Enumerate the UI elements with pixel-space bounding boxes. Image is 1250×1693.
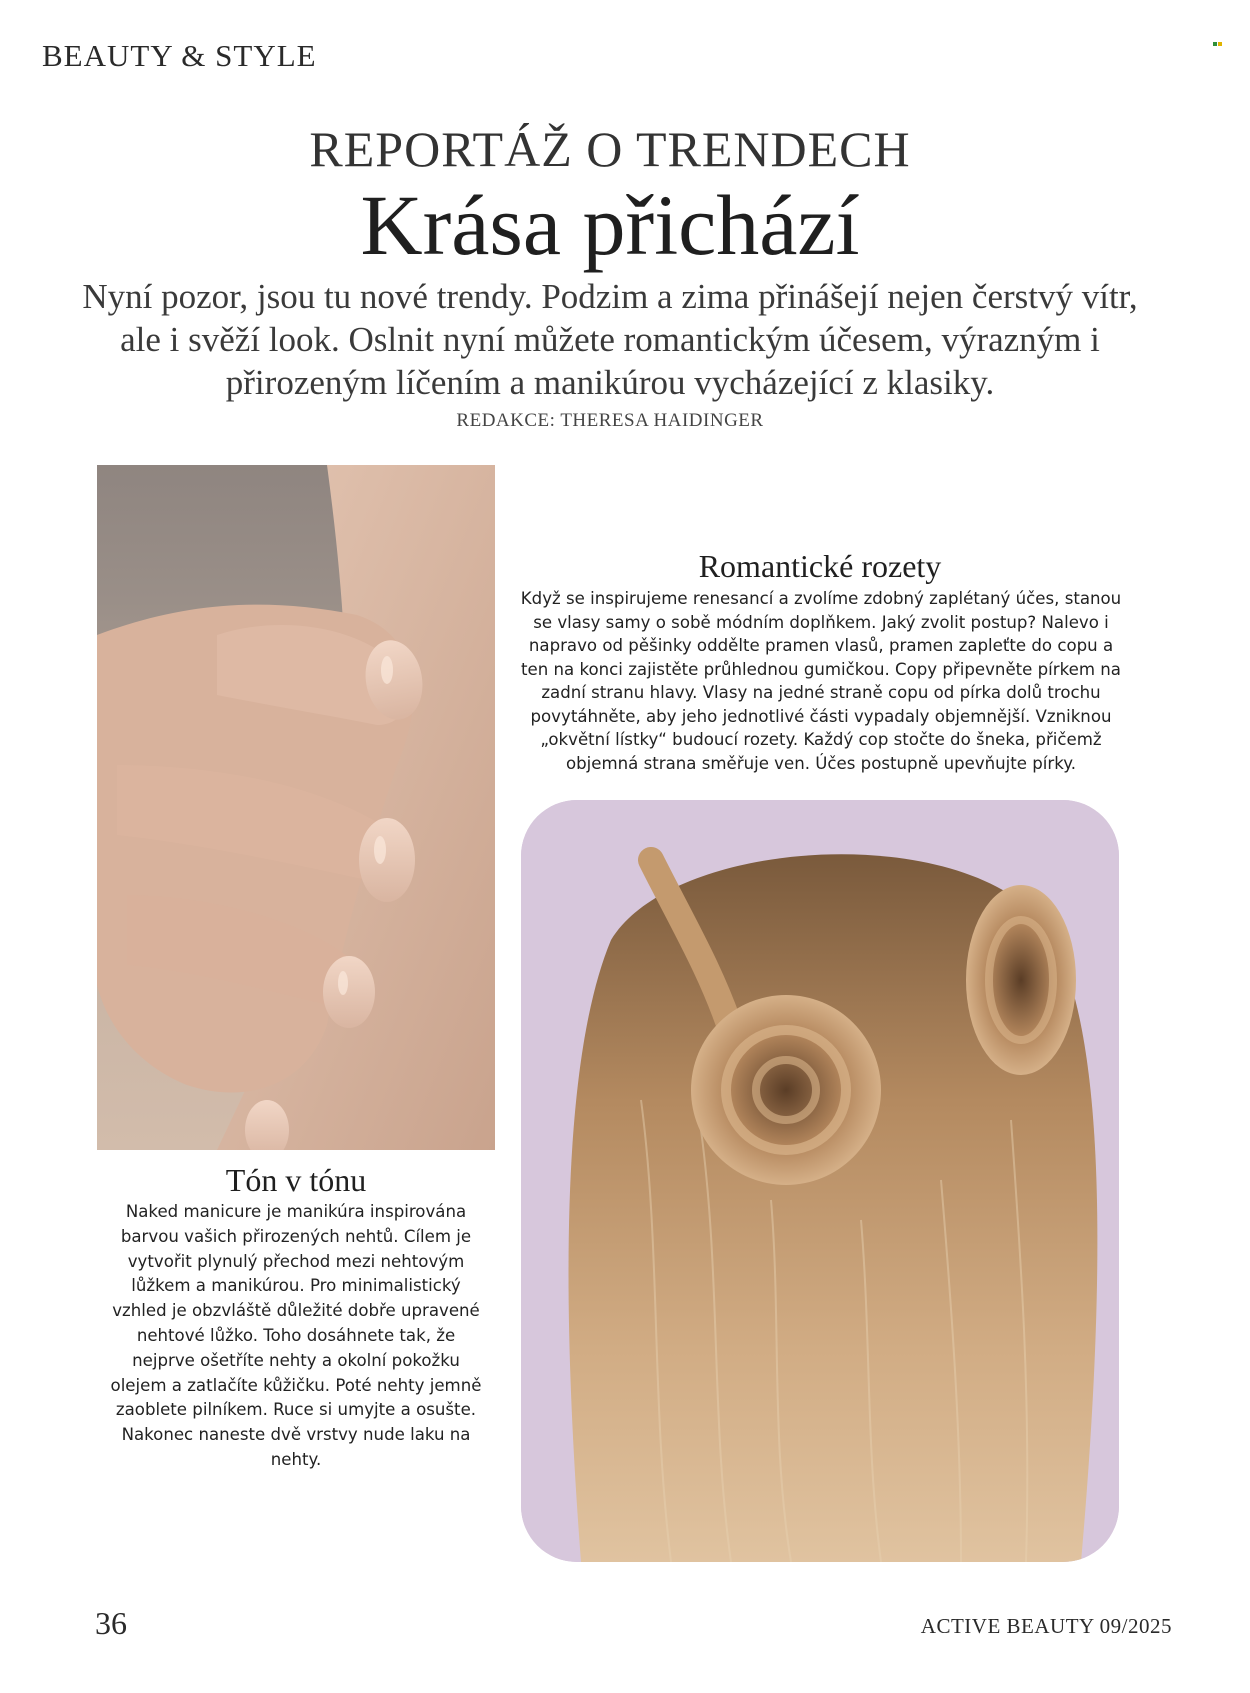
section-label: BEAUTY & STYLE [42,38,317,73]
magazine-issue: ACTIVE BEAUTY 09/2025 [920,1614,1172,1638]
article-title-ton-v-tonu: Tón v tónu [225,1162,367,1198]
feature-byline: REDAKCE: THERESA HAIDINGER [456,410,764,431]
feature-headline: Krása přichází [360,177,860,273]
page-number: 36 [95,1605,127,1641]
article-title-rozety: Romantické rozety [698,548,942,584]
feature-kicker: REPORTÁŽ O TRENDECH [309,121,911,177]
hair-photo [521,800,1119,1562]
article-body-ton-v-tonu: Naked manicure je manikúra inspirována barvou vašich přirozených nehtů. Cílem je vytvořit plynulý přechod mezi nehtovým lůžkem a manikúrou. Pro minimalistický vzhled je obzvláště důležité dobře upravené nehtové lůžko. Toho dosáhnete tak, že nejprve ošetříte nehty a okolní pokožku olejem a zatlačíte kůžičku. Poté nehty jemně zaoblete pilníkem. Ruce si umyjte a osušte. Nakonec naneste dvě vrstvy nude laku na nehty. [110,1202,482,1469]
feature-standfirst: Nyní pozor, jsou tu nové trendy. Podzim a zima přinášejí nejen čerstvý vítr, ale i svěží look. Oslnit nyní můžete romantickým účesem, výrazným i přirozeným líčením a manikúrou vycházející z klasiky. [82,277,1138,402]
nails-photo [97,465,495,1150]
corner-color-mark [1213,33,1223,39]
article-body-rozety: Když se inspirujeme renesancí a zvolíme zdobný zaplétaný účes, stanou se vlasy samy o sobě módním doplňkem. Jaký zvolit postup? Nalevo i napravo od pěšinky oddělte pramen vlasů, pramen zapleťte do copu a ten na konci zajistěte průhlednou gumičkou. Copy připevněte pírkem na zadní stranu hlavy. Vlasy na jedné straně copu od pírka dolů trochu povytáhněte, aby jeho jednotlivé části vypadaly objemnější. Vzniknou „okvětní lístky“ budoucí rozety. Každý cop stočte do šneka, přičemž objemná strana směřuje ven. Účes postupně upevňujte pírky. [520,589,1122,773]
